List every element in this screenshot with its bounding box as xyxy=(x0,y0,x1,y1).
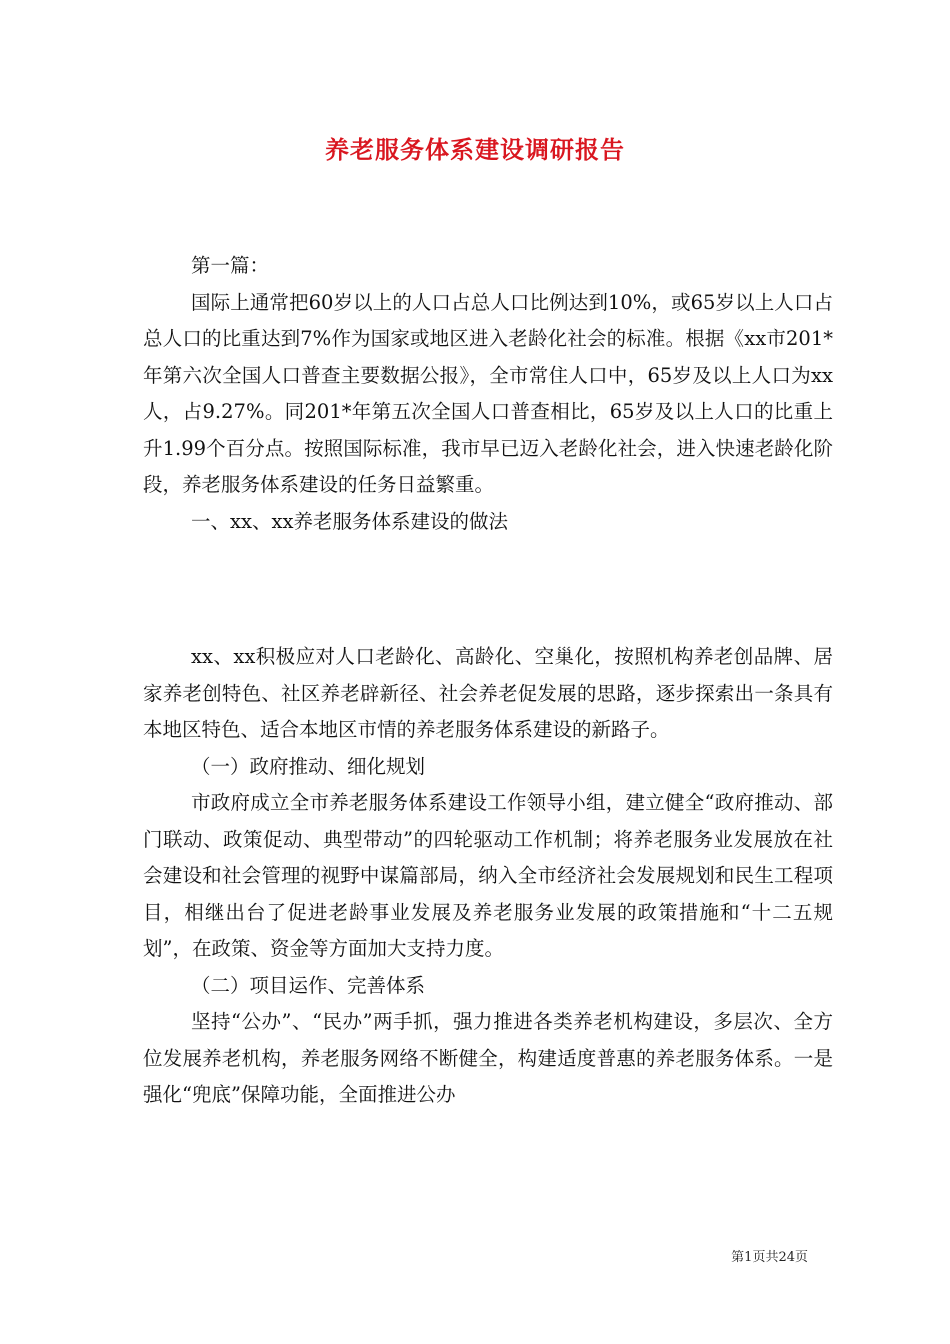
section-heading: 一、xx、xx养老服务体系建设的做法 xyxy=(191,509,508,533)
subsection-heading: （二）项目运作、完善体系 xyxy=(191,973,426,997)
page-number: 第1页共24页 xyxy=(731,1250,808,1265)
subsection-heading: （一）政府推动、细化规划 xyxy=(191,754,426,778)
body-section-2 xyxy=(143,639,833,1114)
section-label: 第一篇： xyxy=(191,254,270,277)
paragraph: xx、xx积极应对人口老龄化、高龄化、空巢化，按照机构养老创品牌、居家养老创特色、社区养老辟新径、社会养老促发展的思路，逐步探索出一条具有本地区特色、适合本地区市情的养老服务体系建设的新路子。 xyxy=(143,645,833,741)
body-section-1 xyxy=(143,248,833,540)
paragraph: 市政府成立全市养老服务体系建设工作领导小组，建立健全“政府推动、部门联动、政策促动、典型带动”的四轮驱动工作机制；将养老服务业发展放在社会建设和社会管理的视野中谋篇部局，纳入全市经济社会发展规划和民生工程项目，相继出台了促进老龄事业发展及养老服务业发展的政策措施和“十二五规划”，在政策、资金等方面加大支持力度。 xyxy=(143,791,833,960)
paragraph: 国际上通常把60岁以上的人口占总人口比例达到10%，或65岁以上人口占总人口的比重达到7%作为国家或地区进入老龄化社会的标准。根据《xx市201*年第六次全国人口普查主要数据公报》，全市常住人口中，65岁及以上人口为xx人，占9.27%。同201*年第五次全国人口普查相比，65岁及以上人口的比重上升1.99个百分点。按照国际标准，我市早已迈入老龄化社会，进入快速老龄化阶段，养老服务体系建设的任务日益繁重。 xyxy=(143,290,833,496)
document-title: 养老服务体系建设调研报告 xyxy=(325,135,625,164)
paragraph: 坚持“公办”、“民办”两手抓，强力推进各类养老机构建设，多层次、全方位发展养老机构，养老服务网络不断健全，构建适度普惠的养老服务体系。一是强化“兜底”保障功能，全面推进公办 xyxy=(143,1010,833,1106)
